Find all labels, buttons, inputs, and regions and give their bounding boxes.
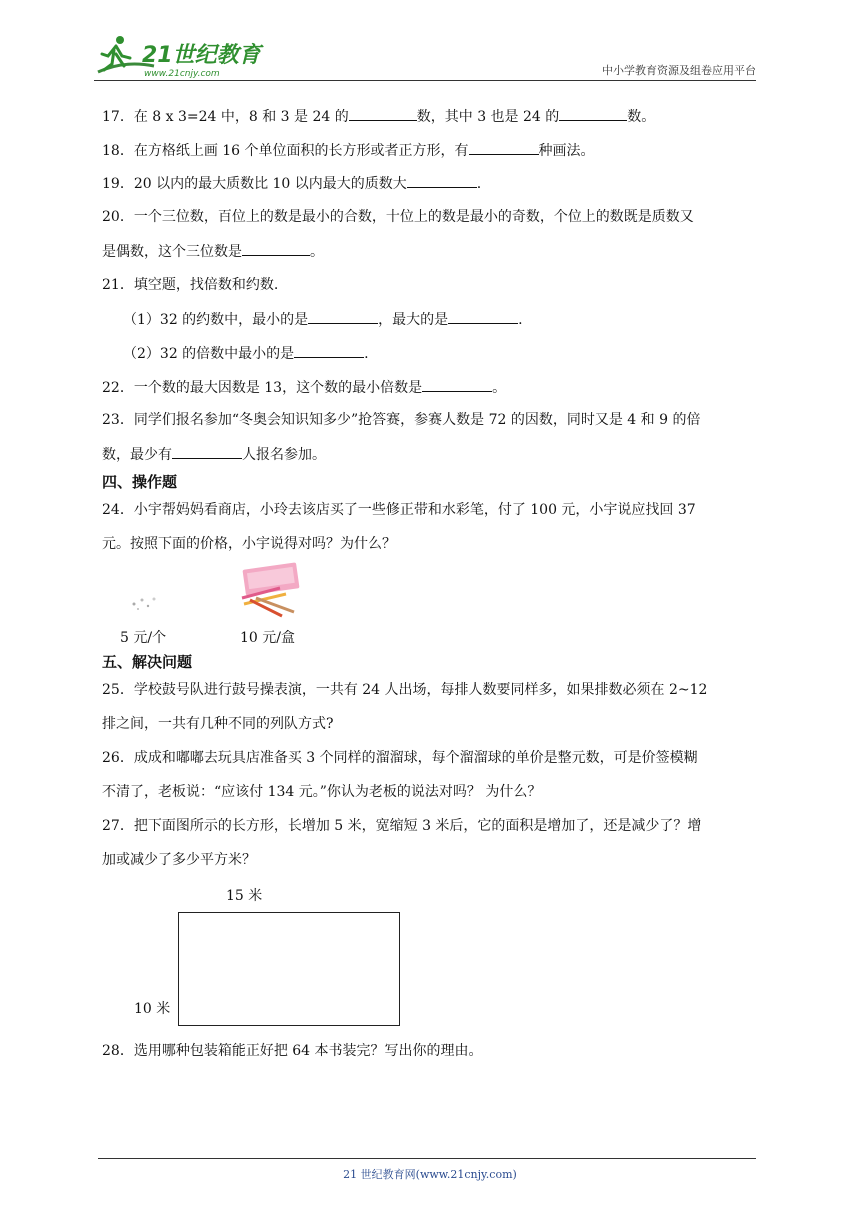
section-5-heading: 五、解决问题 xyxy=(102,653,193,671)
answer-blank[interactable] xyxy=(407,173,477,188)
question-26-line2: 不清了，老板说：“应该付 134 元。”你认为老板的说法对吗？ 为什么？ xyxy=(102,784,542,800)
question-18: 18．在方格纸上画 16 个单位面积的长方形或者正方形，有 种画法。 xyxy=(102,140,595,161)
question-28: 28．选用哪种包装箱能正好把 64 本书装完？写出你的理由。 xyxy=(102,1043,483,1059)
answer-blank[interactable] xyxy=(308,309,378,324)
site-logo xyxy=(94,32,264,80)
header-platform-text: 中小学教育资源及组卷应用平台 xyxy=(602,64,756,77)
question-26-line1: 26．成成和嘟嘟去玩具店准备买 3 个同样的溜溜球，每个溜溜球的单价是整元数，可是价签模糊 xyxy=(102,750,698,766)
rectangle-length-label: 15 米 xyxy=(226,888,263,904)
question-21-title: 21．填空题，找倍数和约数. xyxy=(102,277,279,293)
question-21-part2: （2）32 的倍数中最小的是 . xyxy=(123,343,369,364)
question-23-line2: 数，最少有 人报名参加。 xyxy=(102,444,326,465)
answer-blank[interactable] xyxy=(294,343,364,358)
correction-tape-image xyxy=(124,590,164,614)
question-24-line1: 24．小宇帮妈妈看商店，小玲去该店买了一些修正带和水彩笔，付了 100 元，小宇说应找回 37 xyxy=(102,502,696,518)
question-24-line2: 元。按照下面的价格，小宇说得对吗？为什么？ xyxy=(102,536,396,552)
answer-blank[interactable] xyxy=(559,106,627,121)
question-17: 17．在 8 x 3=24 中，8 和 3 是 24 的 数，其中 3 也是 24 的 数。 xyxy=(102,106,655,127)
rectangle-width-label: 10 米 xyxy=(134,1001,171,1017)
rectangle-figure xyxy=(178,912,400,1026)
question-19: 19．20 以内的最大质数比 10 以内最大的质数大 . xyxy=(102,173,481,194)
question-20-line2: 是偶数，这个三位数是 。 xyxy=(102,241,324,262)
question-27-line1: 27．把下面图所示的长方形，长增加 5 米，宽缩短 3 米后，它的面积是增加了，还是减少了？增 xyxy=(102,818,702,834)
question-23-line1: 23．同学们报名参加“冬奥会知识知多少”抢答赛，参赛人数是 72 的因数，同时又是 4 和 9 的倍 xyxy=(102,412,701,428)
question-25-line1: 25．学校鼓号队进行鼓号操表演，一共有 24 人出场，每排人数要同样多，如果排数必须在 2~12 xyxy=(102,682,708,698)
section-4-heading: 四、操作题 xyxy=(102,473,178,491)
question-25-line2: 排之间，一共有几种不同的列队方式? xyxy=(102,716,334,732)
answer-blank[interactable] xyxy=(469,140,539,155)
price-label-1: 5 元/个 xyxy=(120,630,167,646)
footer-text: 21 世纪教育网(www.21cnjy.com) xyxy=(343,1168,517,1181)
answer-blank[interactable] xyxy=(172,444,242,459)
header-divider xyxy=(94,80,756,81)
svg-text:21世纪教育: 21世纪教育 xyxy=(142,43,261,68)
question-21-part1: （1）32 的约数中，最小的是 ，最大的是 . xyxy=(123,309,523,330)
price-label-2: 10 元/盒 xyxy=(240,630,295,646)
question-22: 22．一个数的最大因数是 13，这个数的最小倍数是 。 xyxy=(102,377,506,398)
watercolor-pens-image xyxy=(236,562,302,620)
question-20-line1: 20．一个三位数，百位上的数是最小的合数，十位上的数是最小的奇数，个位上的数既是质数又 xyxy=(102,209,694,225)
answer-blank[interactable] xyxy=(242,241,310,256)
answer-blank[interactable] xyxy=(422,377,492,392)
svg-text:www.21cnjy.com: www.21cnjy.com xyxy=(144,69,220,79)
answer-blank[interactable] xyxy=(448,309,518,324)
answer-blank[interactable] xyxy=(349,106,417,121)
question-27-line2: 加或减少了多少平方米？ xyxy=(102,852,256,868)
footer-divider xyxy=(98,1158,756,1159)
